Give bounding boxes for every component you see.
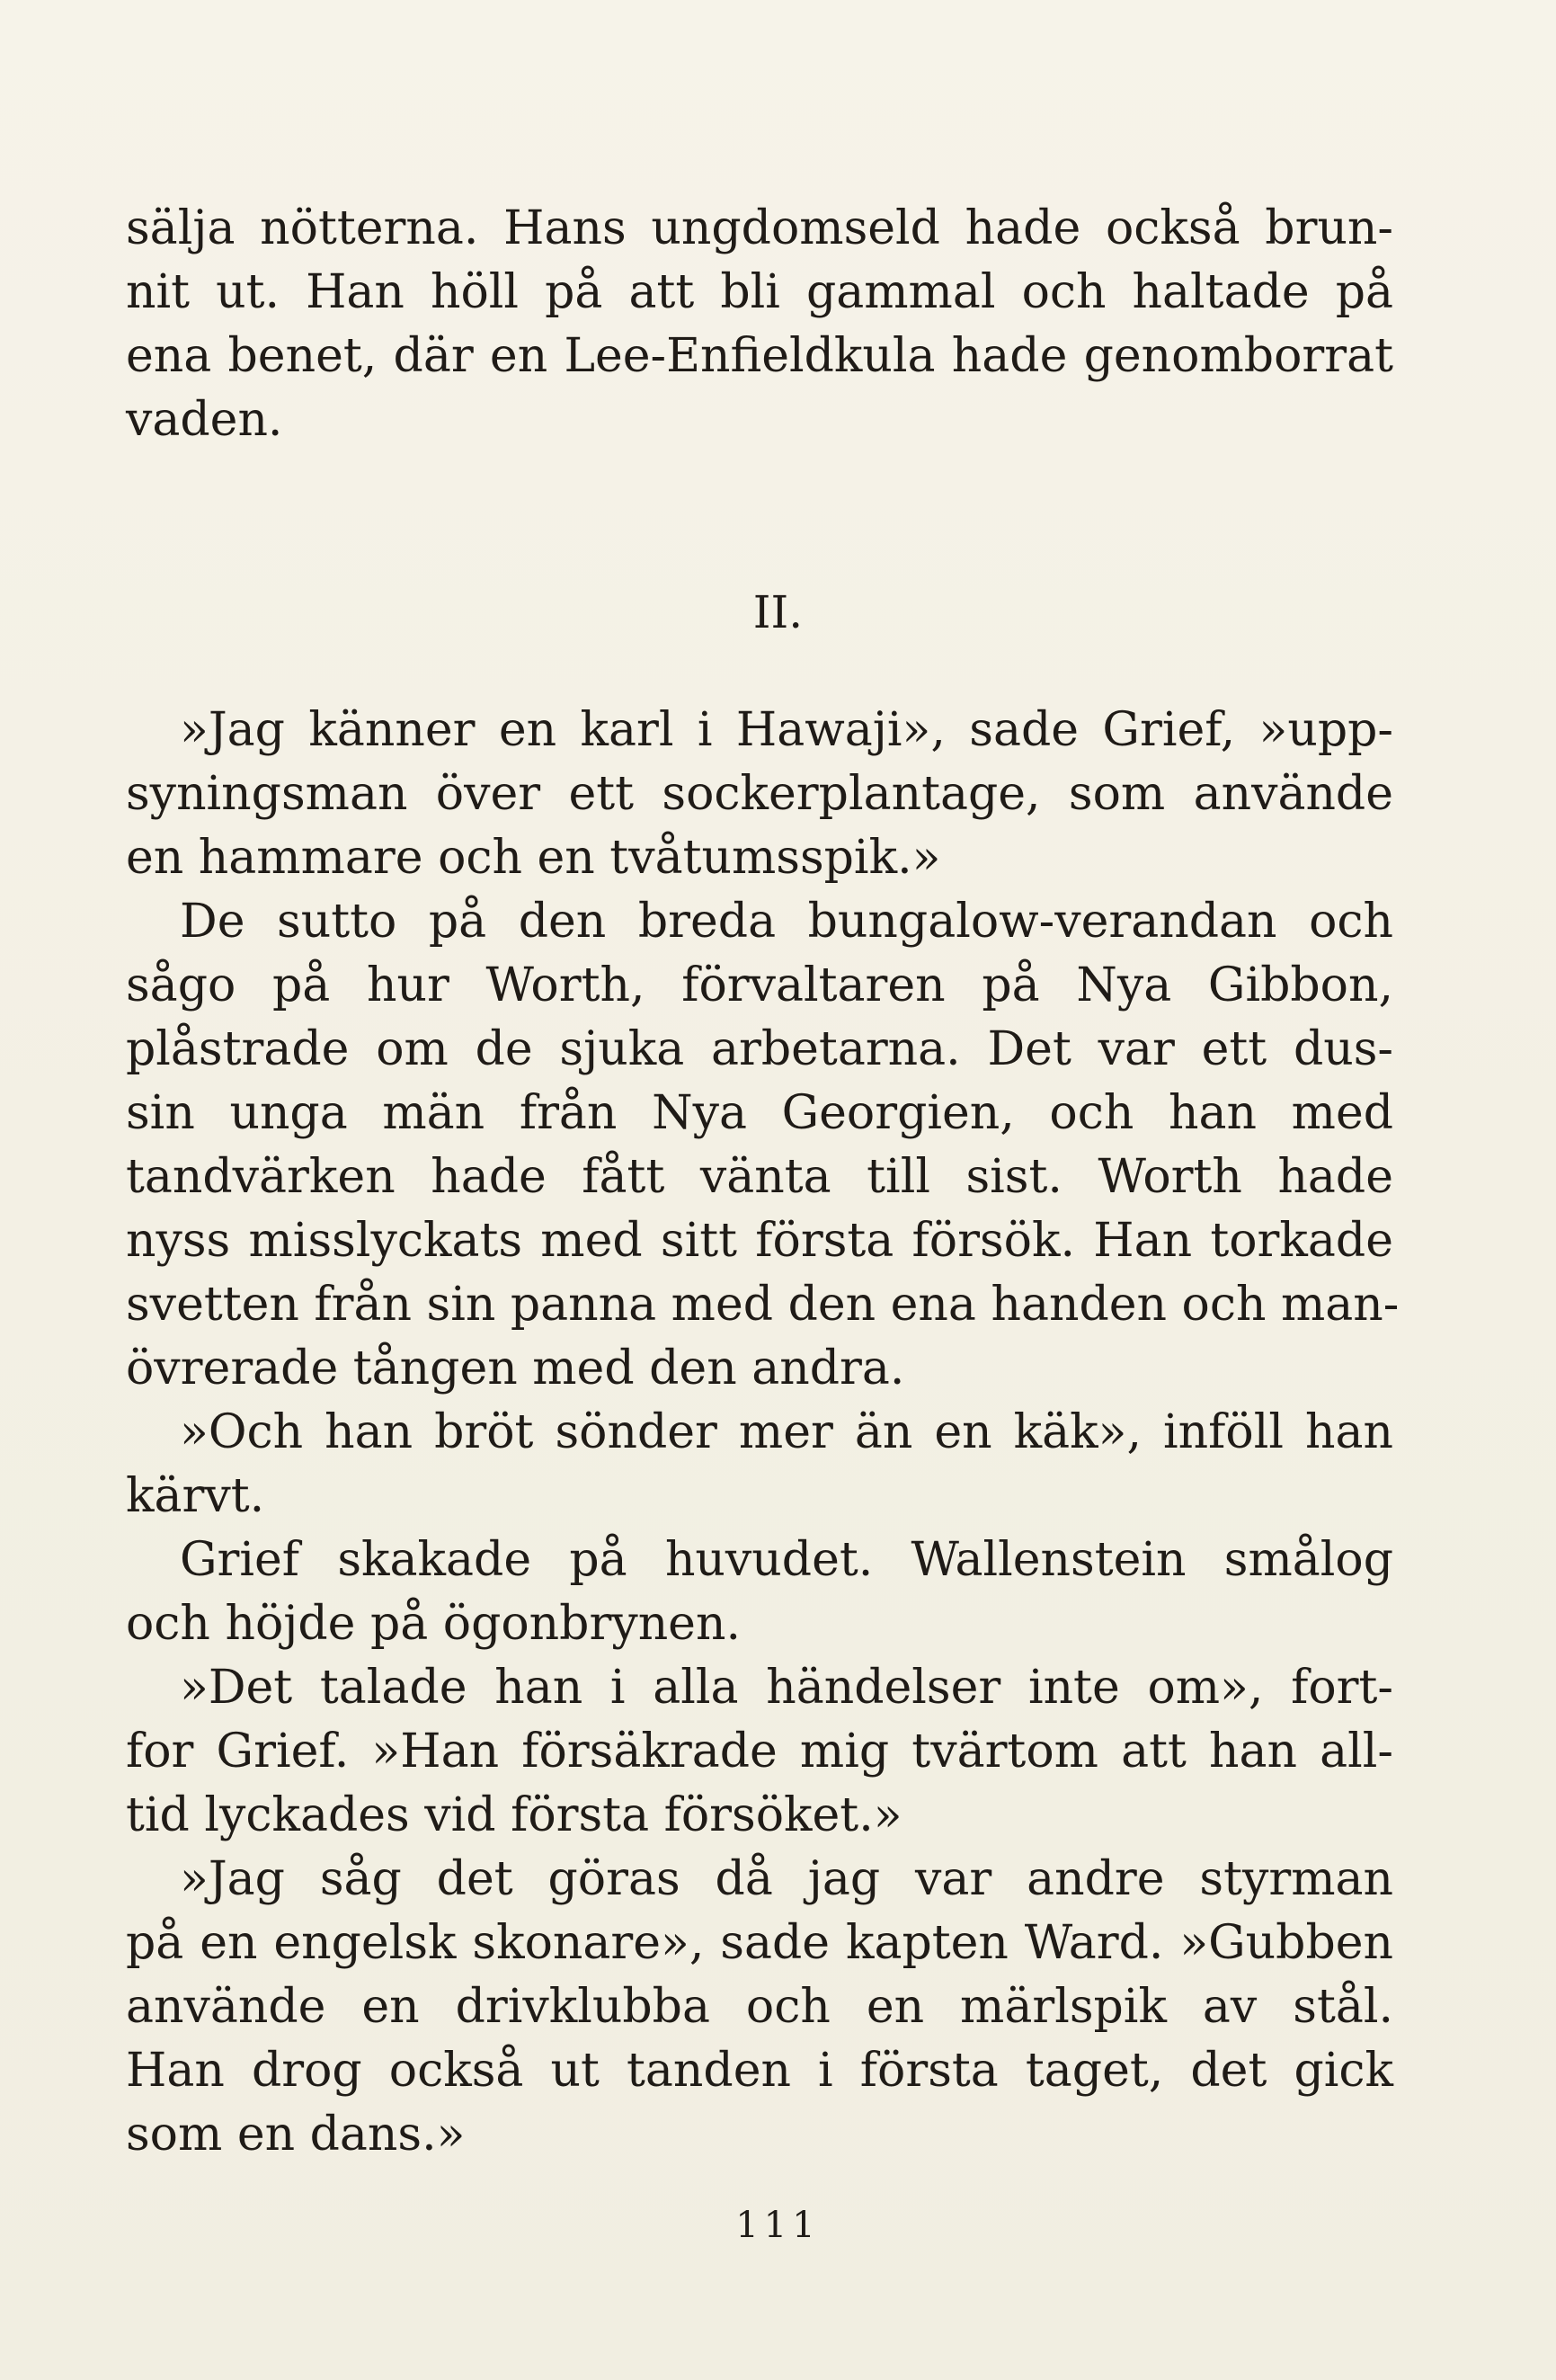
text-line: nit ut. Han höll på att bli gammal och haltade på <box>126 265 1393 319</box>
paragraph-top <box>126 197 1393 452</box>
text-line: Grief skakade på huvudet. Wallenstein smålog <box>180 1533 1393 1587</box>
text-line: »Jag känner en karl i Hawaji», sade Grief, »upp- <box>180 703 1393 757</box>
page-number: 111 <box>735 2205 821 2246</box>
text-line: Han drog också ut tanden i första taget, det gick <box>126 2044 1393 2098</box>
text-line: »Det talade han i alla händelser inte om», fort- <box>180 1661 1393 1715</box>
text-line: »Och han bröt sönder mer än en käk», inföll han <box>180 1405 1393 1459</box>
text-line: på en engelsk skonare», sade kapten Ward. »Gubben <box>126 1916 1393 1970</box>
text-line: De sutto på den breda bungalow-verandan och <box>180 895 1393 949</box>
chapter-body <box>126 699 1400 2167</box>
text-line: tid lyckades vid första försöket.» <box>126 1788 902 1842</box>
text-line: som en dans.» <box>126 2108 466 2162</box>
text-line: plåstrade om de sjuka arbetarna. Det var ett dus- <box>126 1022 1393 1076</box>
text-line: en hammare och en tvåtumsspik.» <box>126 831 941 885</box>
text-line: tandvärken hade fått vänta till sist. Worth hade <box>126 1150 1393 1204</box>
text-line: ena benet, där en Lee-Enfieldkula hade genomborrat <box>126 329 1393 383</box>
text-line: sågo på hur Worth, förvaltaren på Nya Gibbon, <box>126 958 1393 1012</box>
text-line: kärvt. <box>126 1469 265 1523</box>
text-line: sälja nötterna. Hans ungdomseld hade också brun- <box>126 201 1393 255</box>
text-line: syningsman över ett sockerplantage, som använde <box>126 767 1393 821</box>
text-line: använde en drivklubba och en märlspik av stål. <box>126 1980 1393 2034</box>
text-line: övrerade tången med den andra. <box>126 1342 905 1395</box>
text-line: svetten från sin panna med den ena handen och man- <box>126 1278 1400 1332</box>
text-line: vaden. <box>126 393 283 447</box>
text-line: och höjde på ögonbrynen. <box>126 1597 741 1651</box>
text-line: nyss misslyckats med sitt första försök. Han torkade <box>126 1214 1393 1268</box>
chapter-heading: II. <box>752 586 804 638</box>
text-line: »Jag såg det göras då jag var andre styrman <box>180 1852 1393 1906</box>
text-line: sin unga män från Nya Georgien, och han med <box>126 1086 1393 1140</box>
text-line: for Grief. »Han försäkrade mig tvärtom att han all- <box>126 1725 1393 1778</box>
